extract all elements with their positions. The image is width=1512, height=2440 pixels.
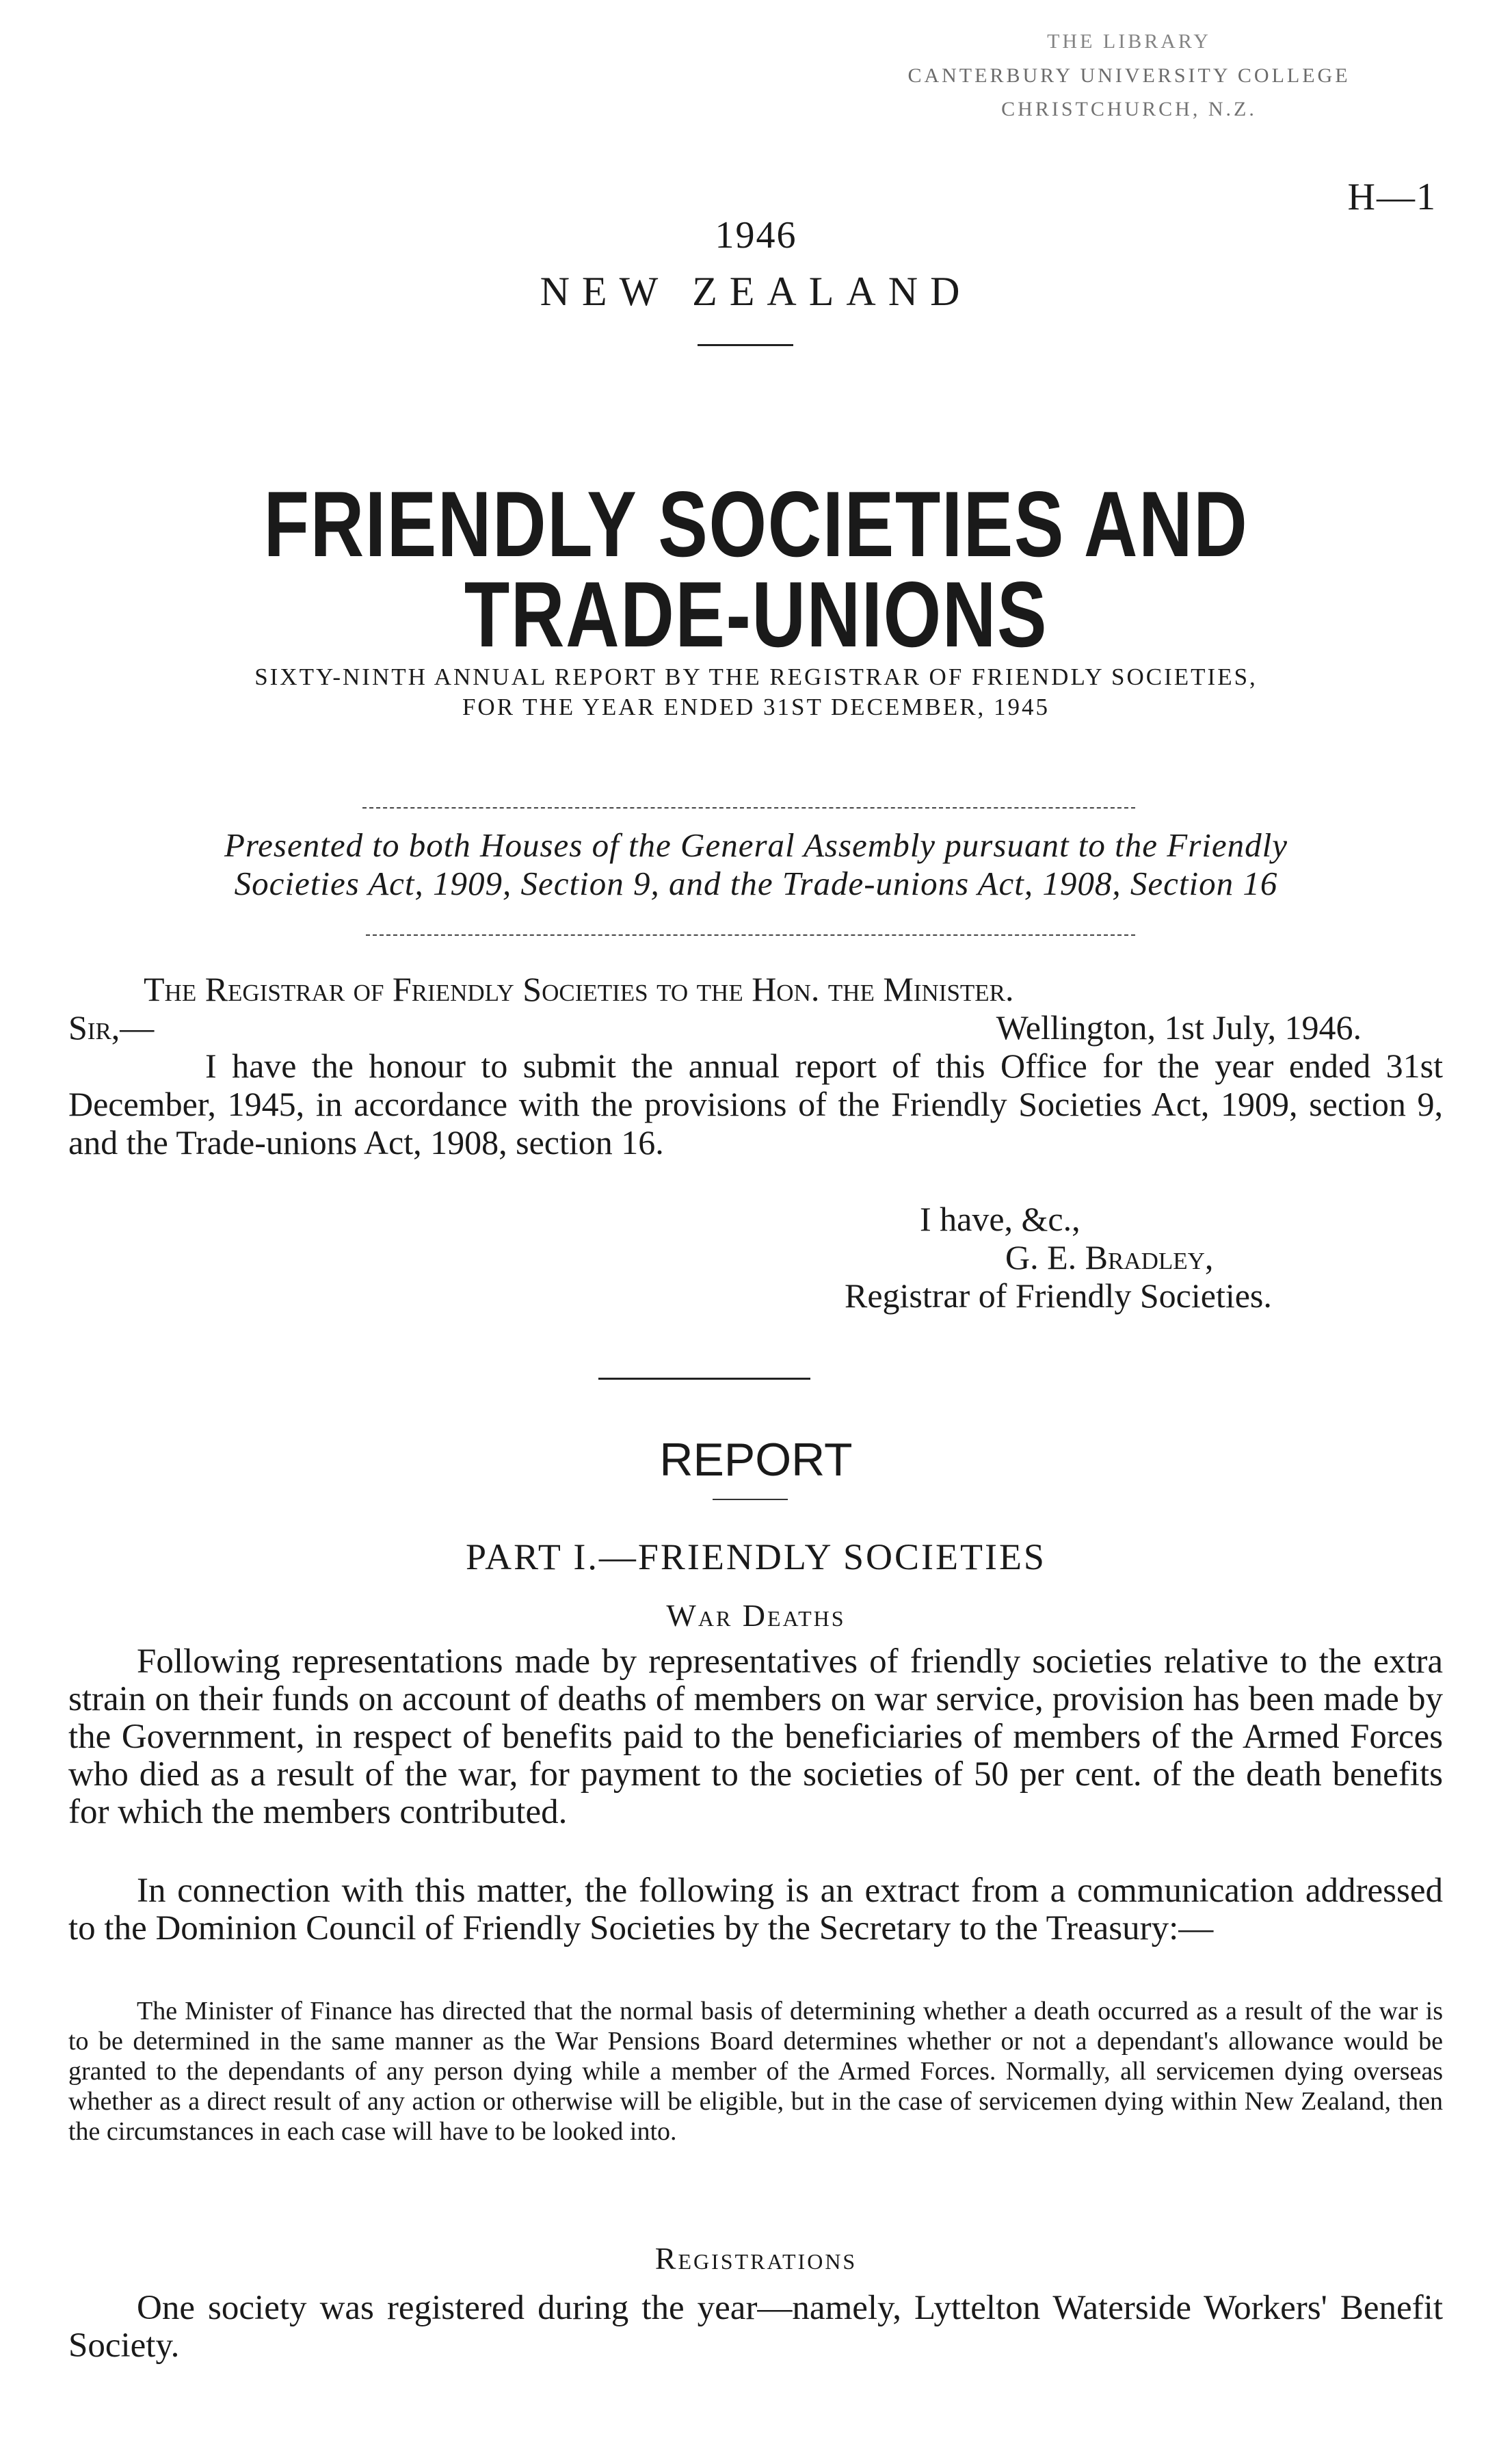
registrations-paragraph: One society was registered during the year—namely, Lyttelton Waterside Workers' Benefit Society. (68, 2289, 1443, 2365)
part-heading: PART I.—FRIENDLY SOCIETIES (466, 1536, 1046, 1577)
report-heading: REPORT (659, 1434, 853, 1486)
subtitle-line-2: FOR THE YEAR ENDED 31ST DECEMBER, 1945 (462, 694, 1050, 720)
letter-signatory-title: Registrar of Friendly Societies. (845, 1276, 1272, 1315)
presented-note (0, 826, 1512, 903)
library-stamp (849, 25, 1409, 127)
divider (698, 344, 793, 346)
presented-line-1: Presented to both Houses of the General Assembly pursuant to the Friendly (224, 826, 1288, 864)
divider (362, 807, 1135, 809)
letter-place-date: Wellington, 1st July, 1946. (996, 1008, 1362, 1047)
country: NEW ZEALAND (540, 269, 972, 314)
divider (713, 1499, 788, 1500)
title-line-1: FRIENDLY SOCIETIES AND (263, 472, 1249, 576)
divider (598, 1378, 810, 1380)
year: 1946 (715, 214, 797, 257)
subtitle-line-1: SIXTY-NINTH ANNUAL REPORT BY THE REGISTRAR OF FRIENDLY SOCIETIES, (254, 664, 1258, 690)
presented-line-2: Societies Act, 1909, Section 9, and the Trade-unions Act, 1908, Section 16 (234, 865, 1278, 902)
title-line-2: TRADE-UNIONS (464, 562, 1048, 666)
subtitle (0, 662, 1512, 722)
letter-closing: I have, &c., (920, 1200, 1080, 1238)
letter-salutation: Sir,— (68, 1008, 155, 1047)
war-deaths-paragraph-1: Following representations made by representatives of friendly societies relative to the extra strain on their funds on account of deaths of members on war service, provision has been made by the Government, in respect of benefits paid to the beneficiaries of members of the Armed Forces who died as a result of the war, for payment to the societies of 50 per cent. of the death benefits for which the members contributed. (68, 1642, 1443, 1831)
treasury-extract: The Minister of Finance has directed that the normal basis of determining whether a death occurred as a result of the war is to be determined in the same manner as the War Pensions Board determines whether or not a dependant's allowance would be granted to the dependants of any person dying while a member of the Armed Forces. Normally, all servicemen dying overseas whether as a direct result of any action or otherwise will be eligible, but in the case of servicemen dying within New Zealand, then the circumstances in each case will have to be looked into. (68, 1997, 1443, 2146)
stamp-line-3: CHRISTCHURCH, N.Z. (1001, 98, 1257, 120)
page-title (151, 472, 1361, 666)
divider (366, 934, 1135, 936)
stamp-line-1: THE LIBRARY (1047, 30, 1211, 53)
document-code: H—1 (1347, 176, 1437, 218)
section-heading-registrations: Registrations (654, 2241, 858, 2276)
letter-body: I have the honour to submit the annual report of this Office for the year ended 31st December, 1945, in accordance with the provisions of the Friendly Societies Act, 1909, section 9, and the Trade-unions Act, 1908, section 16. (68, 1047, 1443, 1162)
stamp-line-2: CANTERBURY UNIVERSITY COLLEGE (907, 64, 1351, 87)
letter-addressee: The Registrar of Friendly Societies to the Hon. the Minister. (144, 970, 1014, 1008)
war-deaths-paragraph-2: In connection with this matter, the following is an extract from a communication addressed to the Dominion Council of Friendly Societies by the Secretary to the Treasury:— (68, 1872, 1443, 1947)
section-heading-war-deaths: War Deaths (666, 1598, 846, 1633)
letter-signatory: G. E. Bradley, (1005, 1238, 1214, 1276)
